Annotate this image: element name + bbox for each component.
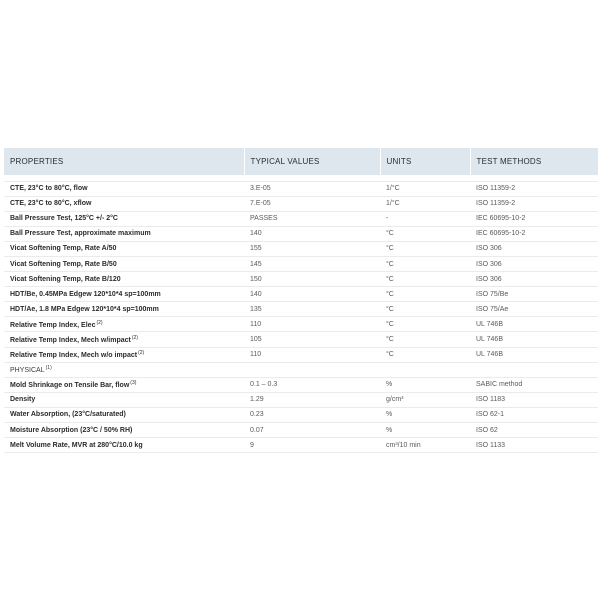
cell-test-method: ISO 1133 bbox=[476, 441, 506, 449]
cell-unit: % bbox=[386, 411, 393, 419]
cell-property bbox=[4, 423, 244, 438]
property-name: Vicat Softening Temp, Rate B/120 bbox=[10, 275, 121, 283]
table-row bbox=[4, 196, 598, 211]
cell-property bbox=[4, 256, 244, 271]
property-name: Relative Temp Index, Mech w/impact bbox=[10, 336, 131, 344]
properties-sheet bbox=[4, 148, 598, 453]
table-row bbox=[4, 332, 598, 347]
property-name: CTE, 23°C to 80°C, xflow bbox=[10, 200, 92, 208]
cell-typical-value: 105 bbox=[250, 335, 262, 343]
property-name: HDT/Be, 0.45MPa Edgew 120*10*4 sp=100mm bbox=[10, 290, 161, 298]
cell-test-method: ISO 306 bbox=[476, 245, 502, 253]
cell-test-method: UL 746B bbox=[476, 351, 503, 359]
table-row bbox=[4, 211, 598, 226]
property-name: Density bbox=[10, 396, 36, 404]
header-test-methods: TEST METHODS bbox=[476, 157, 542, 166]
property-name: Ball Pressure Test, 125°C +/- 2°C bbox=[10, 215, 118, 223]
cell-typical-value: 0.1 – 0.3 bbox=[250, 381, 278, 389]
table-row bbox=[4, 407, 598, 422]
table-row bbox=[4, 272, 598, 287]
cell-unit bbox=[380, 362, 470, 377]
cell-unit: °C bbox=[386, 335, 394, 343]
cell-typical-value: 140 bbox=[250, 290, 262, 298]
table-row bbox=[4, 256, 598, 271]
cell-unit: °C bbox=[386, 260, 394, 268]
property-name: PHYSICAL bbox=[10, 367, 45, 375]
cell-property bbox=[4, 211, 244, 226]
cell-typical-value bbox=[244, 362, 380, 377]
cell-property bbox=[4, 332, 244, 347]
cell-typical-value: 7.E-05 bbox=[250, 200, 271, 208]
cell-unit: °C bbox=[386, 245, 394, 253]
cell-property bbox=[4, 392, 244, 407]
property-name: Relative Temp Index, Mech w/o impact bbox=[10, 352, 138, 360]
section-row bbox=[4, 362, 598, 377]
cell-unit: % bbox=[386, 426, 393, 434]
cell-property bbox=[4, 241, 244, 256]
cell-unit: °C bbox=[386, 290, 394, 298]
cell-unit: °C bbox=[386, 230, 394, 238]
cell-typical-value: 140 bbox=[250, 230, 262, 238]
table-row bbox=[4, 302, 598, 317]
table-header-row bbox=[4, 148, 598, 175]
table-row bbox=[4, 423, 598, 438]
cell-unit: 1/°C bbox=[386, 185, 400, 193]
cell-property bbox=[4, 196, 244, 211]
cell-typical-value: 9 bbox=[250, 441, 254, 449]
cell-test-method: SABIC method bbox=[476, 381, 523, 389]
cell-property bbox=[4, 347, 244, 362]
cell-test-method: UL 746B bbox=[476, 320, 503, 328]
cell-property bbox=[4, 377, 244, 392]
table-row bbox=[4, 317, 598, 332]
cell-unit: °C bbox=[386, 320, 394, 328]
cell-unit: °C bbox=[386, 351, 394, 359]
cell-typical-value: 1.29 bbox=[250, 396, 264, 404]
cell-property bbox=[4, 362, 244, 377]
cell-property bbox=[4, 438, 244, 453]
footnote-marker: (2) bbox=[138, 350, 145, 357]
footnote-marker: (2) bbox=[131, 334, 138, 341]
cell-test-method: ISO 306 bbox=[476, 275, 502, 283]
table-row bbox=[4, 181, 598, 196]
cell-unit: °C bbox=[386, 275, 394, 283]
cell-property bbox=[4, 272, 244, 287]
footnote-marker: (2) bbox=[96, 319, 103, 326]
cell-typical-value: PASSES bbox=[250, 215, 278, 223]
cell-unit: 1/°C bbox=[386, 200, 400, 208]
table-row bbox=[4, 377, 598, 392]
property-name: Vicat Softening Temp, Rate B/50 bbox=[10, 260, 117, 268]
table-row bbox=[4, 287, 598, 302]
cell-property bbox=[4, 317, 244, 332]
cell-test-method: IEC 60695-10-2 bbox=[476, 230, 526, 238]
cell-typical-value: 155 bbox=[250, 245, 262, 253]
cell-property bbox=[4, 302, 244, 317]
cell-test-method: ISO 62-1 bbox=[476, 411, 505, 419]
cell-unit: - bbox=[386, 215, 389, 223]
property-name: Water Absorption, (23°C/saturated) bbox=[10, 411, 126, 419]
cell-property bbox=[4, 407, 244, 422]
cell-test-method bbox=[470, 362, 598, 377]
cell-typical-value: 110 bbox=[250, 351, 262, 359]
cell-unit: % bbox=[386, 381, 393, 389]
property-name: CTE, 23°C to 80°C, flow bbox=[10, 185, 88, 193]
table-body bbox=[4, 175, 598, 453]
property-name: Relative Temp Index, Elec bbox=[10, 321, 96, 329]
cell-test-method: IEC 60695-10-2 bbox=[476, 215, 526, 223]
footnote-marker: (3) bbox=[130, 380, 137, 387]
cell-unit: cm³/10 min bbox=[386, 441, 421, 449]
table-row bbox=[4, 392, 598, 407]
property-name: Melt Volume Rate, MVR at 280°C/10.0 kg bbox=[10, 441, 143, 449]
table-row bbox=[4, 241, 598, 256]
cell-test-method: ISO 75/Be bbox=[476, 290, 509, 298]
header-properties: PROPERTIES bbox=[4, 148, 244, 175]
header-typical-values: TYPICAL VALUES bbox=[244, 148, 380, 175]
cell-typical-value: 110 bbox=[250, 320, 262, 328]
table-row bbox=[4, 226, 598, 241]
properties-table bbox=[4, 148, 598, 453]
table-row bbox=[4, 347, 598, 362]
cell-typical-value: 0.07 bbox=[250, 426, 264, 434]
cell-property bbox=[4, 287, 244, 302]
footnote-marker: (1) bbox=[45, 365, 52, 372]
cell-property bbox=[4, 181, 244, 196]
cell-test-method: ISO 75/Ae bbox=[476, 305, 509, 313]
cell-test-method: ISO 306 bbox=[476, 260, 502, 268]
property-name: Ball Pressure Test, approximate maximum bbox=[10, 230, 151, 238]
property-name: Mold Shrinkage on Tensile Bar, flow bbox=[10, 382, 130, 390]
property-name: HDT/Ae, 1.8 MPa Edgew 120*10*4 sp=100mm bbox=[10, 305, 159, 313]
cell-test-method: ISO 11359-2 bbox=[476, 200, 516, 208]
cell-test-method: ISO 11359-2 bbox=[476, 185, 516, 193]
cell-typical-value: 3.E-05 bbox=[250, 185, 271, 193]
table-row bbox=[4, 438, 598, 453]
header-units: UNITS bbox=[380, 148, 470, 175]
cell-test-method: ISO 1183 bbox=[476, 396, 506, 404]
property-name: Moisture Absorption (23°C / 50% RH) bbox=[10, 426, 133, 434]
cell-typical-value: 135 bbox=[250, 305, 262, 313]
property-name: Vicat Softening Temp, Rate A/50 bbox=[10, 245, 117, 253]
cell-unit: g/cm³ bbox=[386, 396, 404, 404]
cell-typical-value: 150 bbox=[250, 275, 262, 283]
cell-typical-value: 145 bbox=[250, 260, 262, 268]
cell-property bbox=[4, 226, 244, 241]
cell-test-method: UL 746B bbox=[476, 335, 503, 343]
cell-typical-value: 0.23 bbox=[250, 411, 264, 419]
cell-test-method: ISO 62 bbox=[476, 426, 498, 434]
cell-unit: °C bbox=[386, 305, 394, 313]
